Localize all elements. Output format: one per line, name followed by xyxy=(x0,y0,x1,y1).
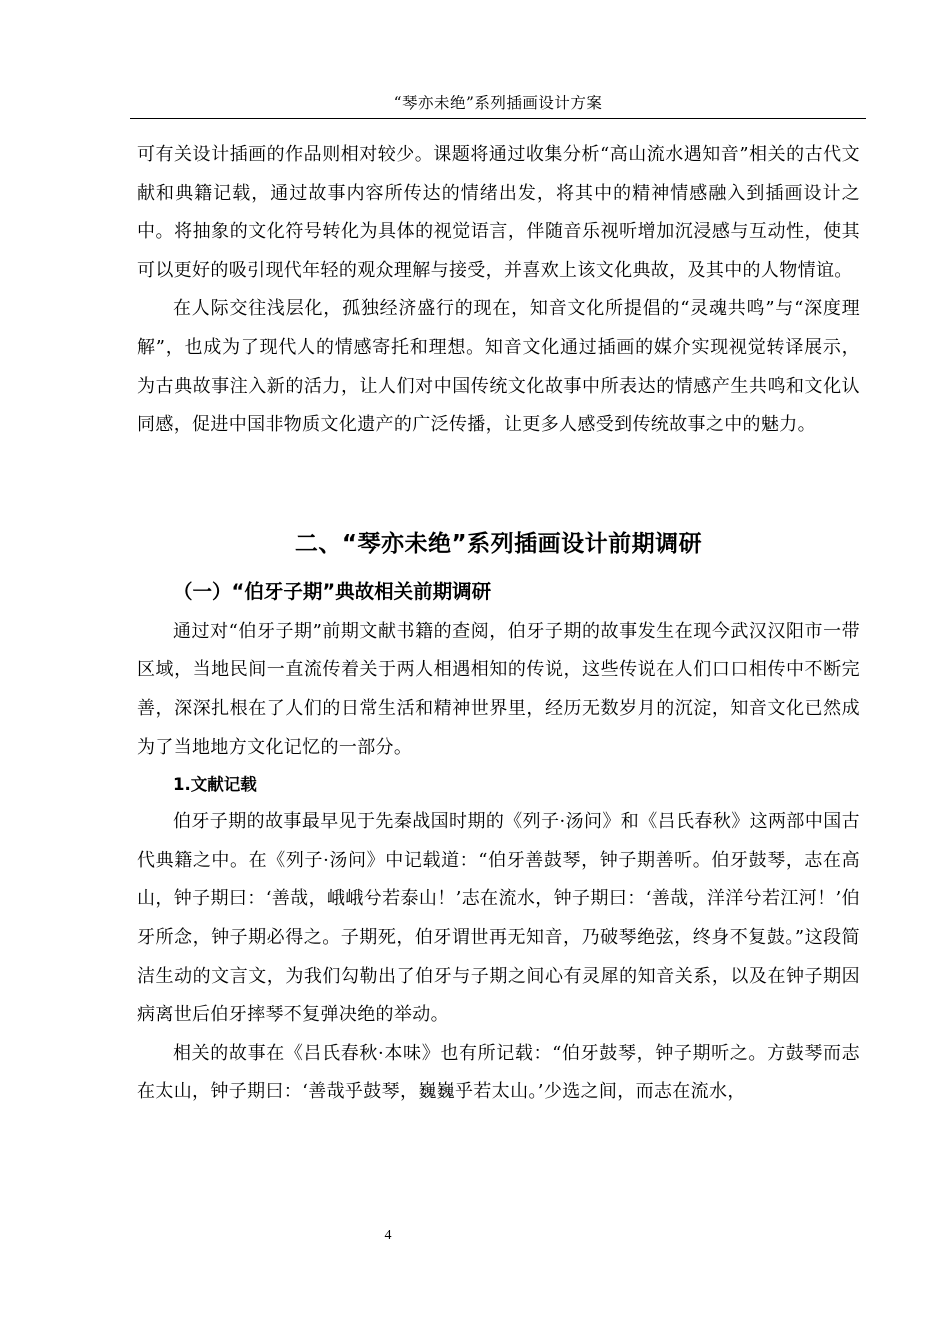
paragraph: 通过对“伯牙子期”前期文献书籍的查阅，伯牙子期的故事发生在现今武汉汉阳市一带区域，当地民间一直流传着关于两人相遇相知的传说，这些传说在人们口口相传中不断完善，深深扎根在了人们的日常生活和精神世界里，经历无数岁月的沉淀，知音文化已然成为了当地地方文化记忆的一部分。 xyxy=(137,620,860,758)
section-spacer xyxy=(137,445,860,517)
paragraph: 在人际交往浅层化，孤独经济盛行的现在，知音文化所提倡的“灵魂共鸣”与“深度理解”，也成为了现代人的情感寄托和理想。知音文化通过插画的媒介实现视觉转译展示，为古典故事注入新的活力，让人们对中国传统文化故事中所表达的情感产生共鸣和文化认同感，促进中国非物质文化遗产的广泛传播，让更多人感受到传统故事之中的魅力。 xyxy=(137,298,860,436)
header-title: “琴亦未绝”系列插画设计方案 xyxy=(393,94,603,112)
running-header xyxy=(130,92,866,119)
paragraph: 可有关设计插画的作品则相对较少。课题将通过收集分析“高山流水遇知音”相关的古代文献和典籍记载，通过故事内容所传达的情绪出发，将其中的精神情感融入到插画设计之中。将抽象的文化符号转化为具体的视觉语言，伴随音乐视听增加沉浸感与互动性，使其可以更好的吸引现代年轻的观众理解与接受，并喜欢上该文化典故，及其中的人物情谊。 xyxy=(137,144,860,281)
subsection-heading: 1.文献记载 xyxy=(173,775,257,795)
page-number: 4 xyxy=(384,1228,392,1243)
chapter-heading: 二、“琴亦未绝”系列插画设计前期调研 xyxy=(294,530,703,557)
section-heading: （一）“伯牙子期”典故相关前期调研 xyxy=(173,579,492,603)
paragraph: 相关的故事在《吕氏春秋·本味》也有所记载：“伯牙鼓琴，钟子期听之。方鼓琴而志在太山，钟子期曰：‘善哉乎鼓琴，巍巍乎若太山。’少选之间，而志在流水， xyxy=(137,1042,860,1103)
page-body xyxy=(137,136,860,1112)
paragraph: 伯牙子期的故事最早见于先秦战国时期的《列子·汤问》和《吕氏春秋》这两部中国古代典籍之中。在《列子·汤问》中记载道：“伯牙善鼓琴，钟子期善听。伯牙鼓琴，志在高山，钟子期曰：‘善哉，峨峨兮若泰山！’志在流水，钟子期曰：‘善哉，洋洋兮若江河！’伯牙所念，钟子期必得之。子期死，伯牙谓世再无知音，乃破琴绝弦，终身不复鼓。”这段简洁生动的文言文，为我们勾勒出了伯牙与子期之间心有灵犀的知音关系，以及在钟子期因病离世后伯牙摔琴不复弹决绝的举动。 xyxy=(137,811,860,1026)
